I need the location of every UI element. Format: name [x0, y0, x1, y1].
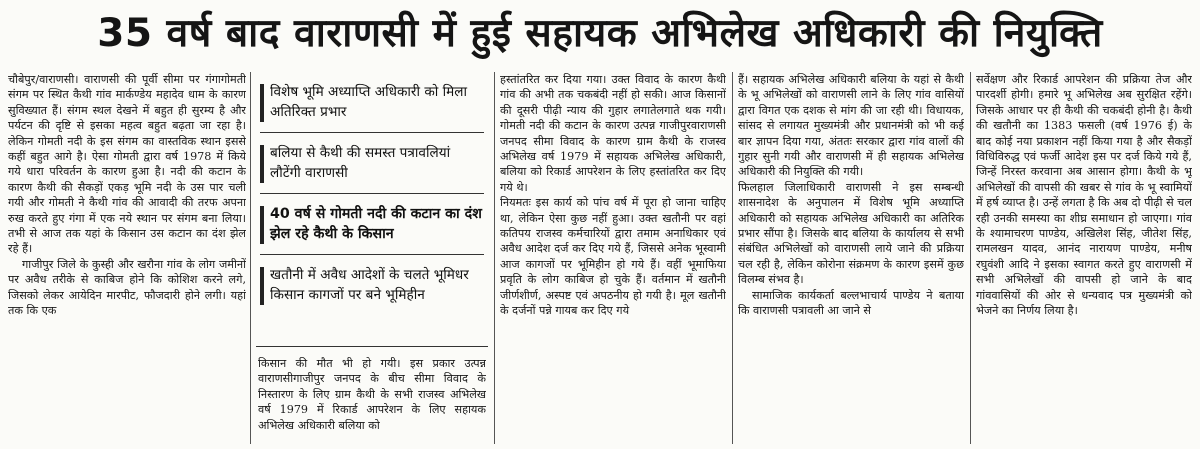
- column-2: [258, 356, 486, 446]
- subheading-separator: [260, 132, 484, 133]
- column-divider: [494, 72, 495, 444]
- col4-paragraph-3: सामाजिक कार्यकर्ता बल्लभाचार्य पाण्डेय ने बताया कि वाराणसी पत्रावली आ जाने से: [738, 288, 964, 318]
- subheading-4: खतौनी में अवैध आदेशों के चलते भूमिधर किसान कागजों पर बने भूमिहीन: [256, 261, 488, 311]
- column-5: [976, 72, 1192, 447]
- col4-paragraph-2: फिलहाल जिलाधिकारी वाराणसी ने इस सम्बन्धी शासनादेश के अनुपालन में विशेष भूमि अध्याप्ति अधिकारी को सहायक अभिलेख अधिकारी का अतिरिक प्रभार सौंपा है। जिसके बाद बलिया के कार्यालय से सभी संबंधित अभिलेखों को वाराणसी लाये जाने की प्रक्रिया चल रही है, लेकिन कोरोना संक्रमण के कारण इसमें कुछ विलम्ब संभव है।: [738, 180, 964, 287]
- col1-paragraph-1: चौबेपुर/वाराणसी। वाराणसी की पूर्वी सीमा पर गंगागोमती संगम पर स्थित कैथी गांव मार्कण्डेय महादेव धाम के कारण सुविख्यात हैं। संगम स्थल देखने में बहुत ही सुरम्य है और पर्यटन की दृष्टि से इसका महत्व बहुत बढ़ता जा रहा है। लेकिन गोमती नदी के इस संगम का वास्तविक स्थान इससे कहीं बहुत आगे है। ऐसा गोमती द्वारा वर्ष 1978 में किये गये धारा परिवर्तन के कारण हुआ है। नदी की कटान के कारण कैथी की सैकड़ों एकड़ भूमि नदी के उस पार चली गयी और गोमती ने कैथी गांव की आवादी की तरफ अपना रुख करते हुए गंगा में एक नये स्थान पर संगम बना लिया। तभी से आज तक यहां के किसान उस कटान का दंश झेल रहे हैं।: [8, 73, 246, 256]
- subheading-separator: [260, 193, 484, 194]
- headline: 35 वर्ष बाद वाराणसी में हुई सहायक अभिलेख अधिकारी की नियुक्ति: [97, 11, 1103, 56]
- subheadings-box: [256, 78, 488, 347]
- subheading-3: 40 वर्ष से गोमती नदी की कटान का दंश झेल रहे कैथी के किसान: [256, 200, 488, 250]
- article-body: [0, 68, 1200, 449]
- subheading-separator: [260, 254, 484, 255]
- column-4: [738, 72, 964, 447]
- column-1: [8, 72, 246, 447]
- column-3: [500, 72, 726, 447]
- col2-paragraph: किसान की मौत भी हो गयी। इस प्रकार उत्पन्न वाराणसीगाजीपुर जनपद के बीच सीमा विवाद के निस्तारण के लिए ग्राम कैथी के सभी राजस्व अभिलेख वर्ष 1979 में रिकार्ड आपरेशन के लिए सहायक अभिलेख अधिकारी बलिया को: [258, 357, 486, 432]
- col5-paragraph: सर्वेक्षण और रिकार्ड आपरेशन की प्रक्रिया तेज और पारदर्शी होगी। हमारे भू अभिलेख अब सुरक्षित रहेंगे। जिसके आधार पर ही कैथी की चकबंदी होनी है। कैथी की खतौनी का 1383 फसली (वर्ष 1976 ई) के बाद कोई नया प्रकाशन नहीं किया गया है और सैकड़ों विधिविरुद्ध एवं फर्जी आदेश इस पर दर्ज किये गये हैं, जिन्हें निरस्त करवाना अब आसान होगा। कैथी के भू अभिलेखों की वापसी की खबर से गांव के भू स्वामियों में हर्ष व्याप्त है। उन्हें लगता है कि अब दो पीढ़ी से चल रही उनकी समस्या का शीघ्र समाधान हो जाएगा। गांव के श्यामाचरण पाण्डेय, अखिलेश सिंह, जीतेश सिंह, रामलखन यादव, आनंद नारायण पाण्डेय, मनीष रघुवंशी आदि ने इसका स्वागत करते हुए वाराणसी में सभी अभिलेखों की वापसी हो जाने के बाद गांववासियों की ओर से धन्यवाद पत्र मुख्यमंत्री को भेजने का निर्णय लिया है।: [976, 73, 1192, 318]
- column-divider: [732, 72, 733, 444]
- col3-paragraph-2: नियमतः इस कार्य को पांच वर्ष में पूरा हो जाना चाहिए था, लेकिन ऐसा कुछ नहीं हुआ। उक्त खतौनी पर वहां कतिपय राजस्व कर्मचारियों द्वारा तमाम अनाधिकार एवं अवैध आदेश दर्ज कर दिए गये हैं, जिससे अनेक भूस्वामी आज कागजों पर भूमिहीन हो गये हैं। वहीं भूमाफिया प्रवृति के लोग काबिज हो चुके हैं। वर्तमान में खतौनी जीर्णशीर्ण, अस्पष्ट एवं अपठनीय हो गयी है। मूल खतौनी के दर्जनों पन्ने गायब कर दिए गये: [500, 196, 726, 318]
- col1-paragraph-2: गाजीपुर जिले के कुस्ही और खरौना गांव के लोग जमीनों पर अवैध तरीके से काबिज होने कि कोशिश करने लगे, जिसको लेकर आयेदिन मारपीट, फौजदारी होने लगी। यहां तक कि एक: [8, 257, 246, 318]
- col4-paragraph-1: हैं। सहायक अभिलेख अधिकारी बलिया के यहां से कैथी के भू अभिलेखों को वाराणसी लाने के लिए गांव वासियों द्वारा विगत एक दशक से मांग की जा रही थी। विधायक, सांसद से लगायत मुख्यमंत्री और प्रधानमंत्री को भी कई बार ज्ञापन दिया गया, अंततः सरकार द्वारा गांव वालों की गुहार सुनी गयी और वाराणसी में ही सहायक अभिलेख अधिकारी की नियुक्ति की गयी।: [738, 73, 964, 179]
- column-divider: [970, 72, 971, 444]
- subheading-1: विशेष भूमि अध्याप्ति अधिकारी को मिला अतिरिक्त प्रभार: [256, 78, 488, 128]
- column-divider: [250, 72, 251, 444]
- subheading-2: बलिया से कैथी की समस्त पत्रावलियां लौटेंगी वाराणसी: [256, 139, 488, 189]
- col3-paragraph-1: हस्तांतरित कर दिया गया। उक्त विवाद के कारण कैथी गांव की अभी तक चकबंदी नहीं हो सकी। आज किसानों की दूसरी पीढ़ी न्याय की गुहार लगातेलगाते थक गयी। गोमती नदी की कटान के कारण उत्पन्न गाजीपुरवाराणसी जनपद सीमा विवाद के कारण ग्राम कैथी के राजस्व अभिलेख वर्ष 1979 में सहायक अभिलेख अधिकारी, बलिया को रिकार्ड आपरेशन के लिए हस्तांतरित कर दिए गये थे।: [500, 73, 726, 194]
